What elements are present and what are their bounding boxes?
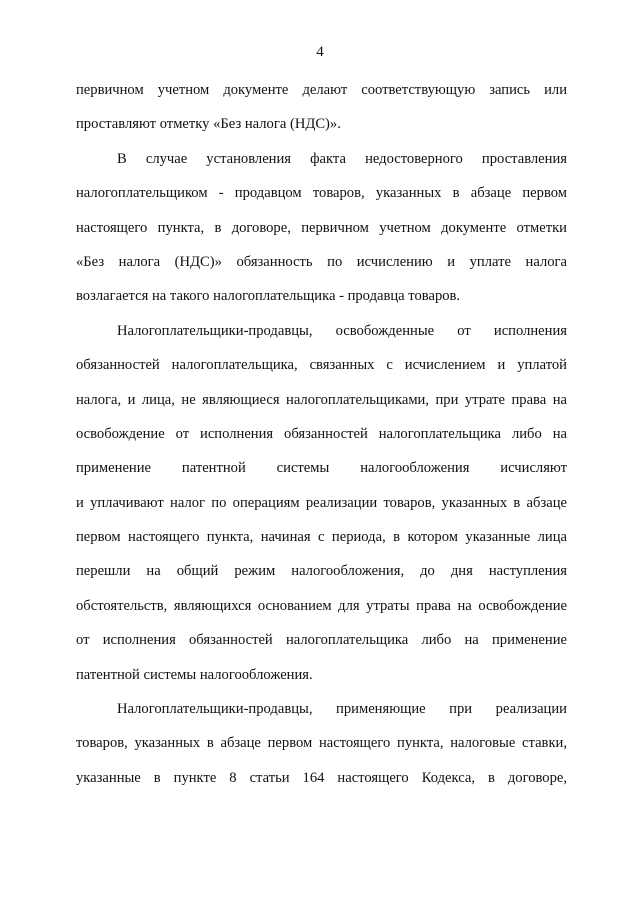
text-line: В случае установления факта недостоверного проставления <box>117 150 567 167</box>
text-line: настоящего пункта, в договоре, первичном учетном документе отметки <box>76 219 567 236</box>
paragraph <box>76 73 567 142</box>
text-line: от исполнения обязанностей налогоплательщика либо на применение <box>76 632 567 649</box>
text-line: первом настоящего пункта, начиная с периода, в котором указанные лица <box>76 529 567 546</box>
text-line: обстоятельств, являющихся основанием для утраты права на освобождение <box>76 597 567 614</box>
text-line: перешли на общий режим налогообложения, до дня наступления <box>76 563 567 580</box>
text-line: обязанностей налогоплательщика, связанных с исчислением и уплатой <box>76 357 567 374</box>
text-line: Налогоплательщики-продавцы, освобожденные от исполнения <box>117 322 567 339</box>
text-line: и уплачивают налог по операциям реализации товаров, указанных в абзаце <box>76 494 567 511</box>
text-line: применение патентной системы налогообложения исчисляют <box>76 460 567 477</box>
text-line: налогоплательщиком - продавцом товаров, указанных в абзаце первом <box>76 185 567 202</box>
paragraph <box>76 314 567 692</box>
text-line: «Без налога (НДС)» обязанность по исчислению и уплате налога <box>76 253 567 270</box>
text-line: товаров, указанных в абзаце первом настоящего пункта, налоговые ставки, <box>76 735 567 752</box>
text-line: возлагается на такого налогоплательщика - продавца товаров. <box>76 288 461 305</box>
text-line: указанные в пункте 8 статьи 164 настоящего Кодекса, в договоре, <box>76 769 567 786</box>
text-line: налога, и лица, не являющиеся налогоплательщиками, при утрате права на <box>76 391 567 408</box>
paragraph <box>76 692 567 795</box>
text-line: первичном учетном документе делают соответствующую запись или <box>76 82 567 98</box>
text-line: освобождение от исполнения обязанностей налогоплательщика либо на <box>76 425 567 442</box>
text-line: проставляют отметку «Без налога (НДС)». <box>76 116 341 133</box>
text-line: Налогоплательщики-продавцы, применяющие при реализации <box>117 701 567 718</box>
paragraph <box>76 142 567 314</box>
text-line: патентной системы налогообложения. <box>76 666 313 683</box>
page-number: 4 <box>316 44 324 60</box>
document-body <box>76 73 567 795</box>
